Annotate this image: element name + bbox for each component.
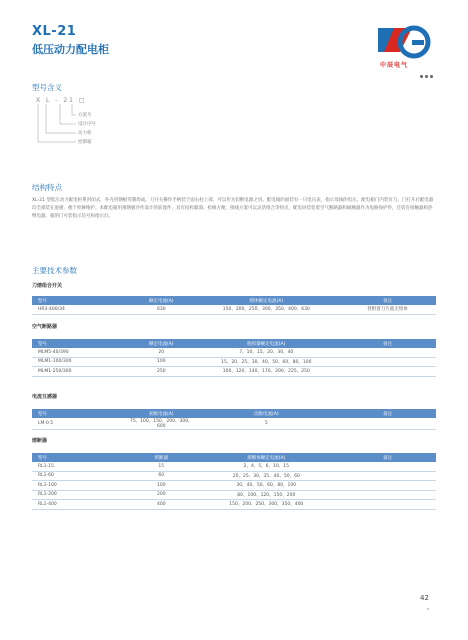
table-row <box>32 471 436 481</box>
model-code: X L - 21 □ <box>36 97 87 104</box>
table-air-breaker <box>32 339 436 377</box>
cell: 20 <box>129 348 194 357</box>
model-legend-item: 方案号 <box>78 113 92 118</box>
cell: 100、120、140、170、200、225、250 <box>194 367 339 377</box>
table-row <box>32 481 436 491</box>
table-current-transformer <box>32 409 436 430</box>
cell: 630 <box>129 305 194 314</box>
table-row <box>32 305 436 314</box>
col-header: 备注 <box>339 339 436 348</box>
page-title: XL-21 <box>32 24 77 39</box>
col-header: 熔体额定电流(A) <box>194 296 339 305</box>
cell: 60 <box>129 471 194 481</box>
table-row <box>32 490 436 500</box>
cell: 2、4、5、6、10、15 <box>194 462 339 471</box>
model-legend-item: 动力柜 <box>78 131 92 136</box>
table-row <box>32 367 436 377</box>
page-dot <box>427 608 429 610</box>
cell: 100 <box>129 357 194 367</box>
cell <box>339 490 436 500</box>
page-number: 42 <box>420 594 429 602</box>
cell <box>339 348 436 357</box>
cell: 15 <box>129 462 194 471</box>
col-header: 型号 <box>32 453 129 462</box>
col-header: 额定电流(A) <box>129 339 194 348</box>
cell <box>339 357 436 367</box>
col-header: 型号 <box>32 409 129 418</box>
cell: 150、200、250、300、350、400 <box>194 500 339 510</box>
model-legend-item: 设计序号 <box>78 122 96 127</box>
cell: 200 <box>129 490 194 500</box>
section-heading-params: 主要技术参数 <box>32 266 77 275</box>
col-header: 备注 <box>339 453 436 462</box>
table-knife-fuse <box>32 296 436 315</box>
table-row <box>32 462 436 471</box>
col-header: 次级电流(A) <box>194 409 339 418</box>
cell: 5 <box>194 418 339 430</box>
cell <box>339 418 436 430</box>
cell <box>339 471 436 481</box>
cell: 400 <box>129 500 194 510</box>
cell: 100 <box>129 481 194 491</box>
model-legend-item: 控制箱 <box>78 140 92 145</box>
cell: RL1-60 <box>32 471 129 481</box>
cell <box>339 481 436 491</box>
decorative-dots <box>420 63 435 82</box>
cell: RL1-400 <box>32 500 129 510</box>
cell: 7、10、15、20、30、40 <box>194 348 339 357</box>
cell: 75、100、150、200、300、600 <box>129 419 193 429</box>
structure-paragraph: XL-21 型低压动力配电柜系封闭式，外壳用钢板弯制焊成。刀开关操作手柄装于面右柱上部，可以作为切断电源之用。配电箱的面装有一只电压表，指示母线的电压。配电箱门内装有刀、门打开后配电器均全部装在底板，便于检修维护。本配电箱用薄钢板冷作设计的前置件，具有结构紧凑、检修方便、接线方案可以灵活组合等特点，配电屏装装着空气断路器和刷磨器作为短路保护件，还装有接触器和热继电器，箱的门可装指示信号和指示灯。 <box>32 198 434 219</box>
col-header: 初级电流(A) <box>129 409 194 418</box>
cell: 250 <box>129 367 194 377</box>
cell: RL1-200 <box>32 490 129 500</box>
cell: LM-0.5 <box>32 418 129 430</box>
col-header: 型号 <box>32 339 129 348</box>
cell: 15、20、25、30、40、50、60、80、100 <box>194 357 339 367</box>
table-row <box>32 418 436 430</box>
table-title-fuse: 熔断器 <box>32 438 48 444</box>
col-header: 备注 <box>339 296 436 305</box>
table-row <box>32 357 436 367</box>
cell: 替附着刀片就无熔体 <box>339 305 436 314</box>
col-header: 额定电流(A) <box>129 296 194 305</box>
col-header: 脱扣器额定电流(A) <box>194 339 339 348</box>
cell: 150、200、250、300、350、400、630 <box>194 305 339 314</box>
table-title-current-transformer: 电流互感器 <box>32 394 58 400</box>
table-row <box>32 500 436 510</box>
cell: RL1-100 <box>32 481 129 491</box>
section-heading-model: 型号含义 <box>32 83 62 92</box>
cell: MLM1-100/300 <box>32 357 129 367</box>
col-header: 熔断器 <box>129 453 194 462</box>
cell <box>339 500 436 510</box>
cell: MLM1-250/300 <box>32 367 129 377</box>
cell: HR3-400/34 <box>32 305 129 314</box>
cell: RL1-15 <box>32 462 129 471</box>
table-fuse <box>32 453 436 510</box>
col-header: 型号 <box>32 296 129 305</box>
cell: 20、25、30、35、40、50、60 <box>194 471 339 481</box>
cell <box>339 462 436 471</box>
cell: 80、100、120、150、200 <box>194 490 339 500</box>
col-header: 备注 <box>339 409 436 418</box>
logo-text: 中辰电气 <box>379 62 408 69</box>
page-subtitle: 低压动力配电柜 <box>32 43 109 56</box>
table-title-air-breaker: 空气断路器 <box>32 324 58 330</box>
table-title-knife-fuse: 刀熔组合开关 <box>32 283 63 289</box>
cell: MLM5-40/390 <box>32 348 129 357</box>
cell <box>339 367 436 377</box>
cell: 30、40、50、60、80、100 <box>194 481 339 491</box>
col-header: 熔断体额定电流(A) <box>194 453 339 462</box>
section-heading-structure: 结构特点 <box>32 183 62 192</box>
table-row <box>32 348 436 357</box>
